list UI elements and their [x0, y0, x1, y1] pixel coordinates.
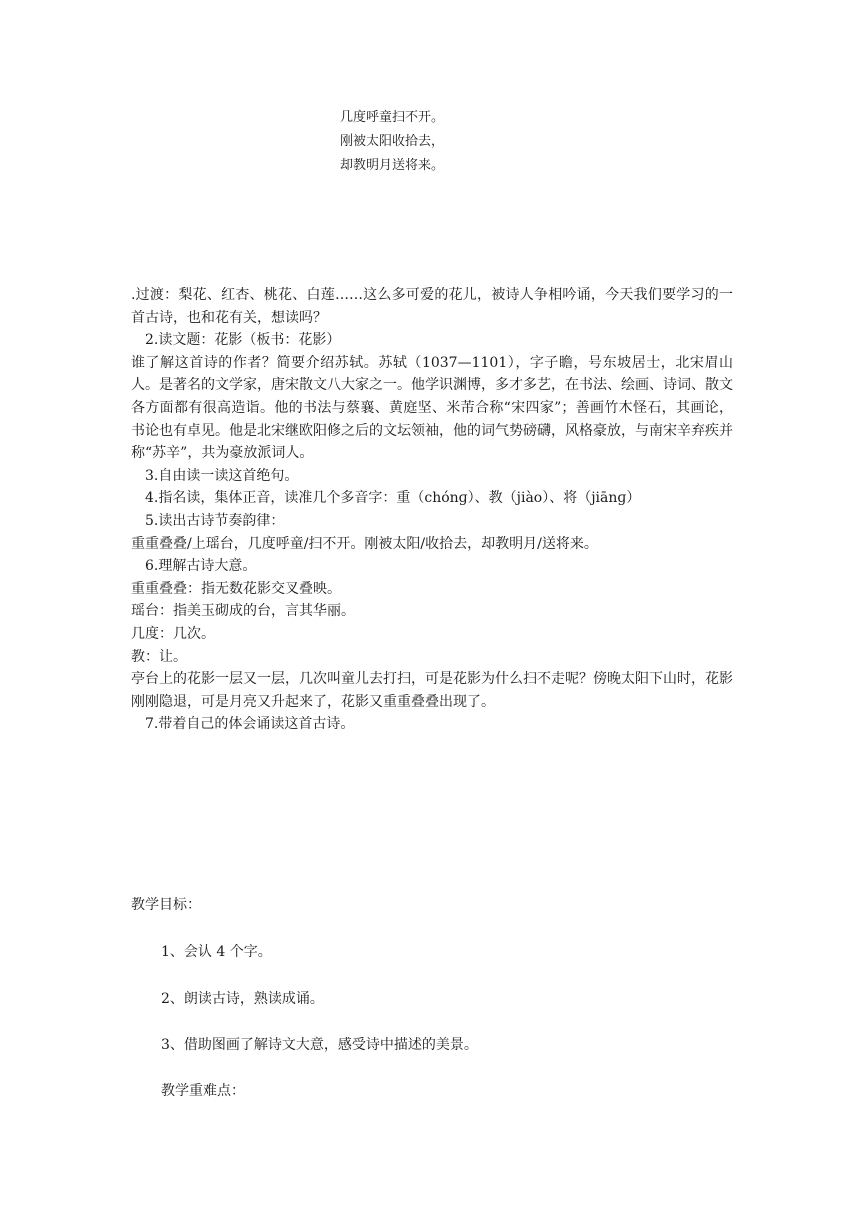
body-paragraph: 重重叠叠/上瑶台，几度呼童/扫不开。刚被太阳/收拾去，却教明月/送将来。	[131, 535, 598, 552]
goal-item: 3、借助图画了解诗文大意，感受诗中描述的美景。	[161, 1037, 478, 1053]
goal-item: 1、会认 4 个字。	[161, 944, 272, 960]
body-paragraph: 5.读出古诗节奏韵律：	[145, 512, 285, 529]
body-paragraph: 重重叠叠：指无数花影交叉叠映。	[131, 580, 341, 597]
body-paragraph: 6.理解古诗大意。	[145, 558, 257, 575]
poem-line: 却教明月送将来。	[340, 158, 445, 173]
body-paragraph: .过渡：梨花、红杏、桃花、白莲……这么多可爱的花儿，被诗人争相吟诵，今天我们要学习的一首古诗，也和花有关，想读吗？	[131, 287, 733, 326]
body-paragraph: 3.自由读一读这首绝句。	[145, 467, 299, 484]
goals-heading: 教学目标：	[131, 897, 201, 913]
body-paragraph: 2.读文题：花影（板书：花影）	[145, 332, 341, 349]
poem-line: 刚被太阳收拾去，	[340, 134, 445, 149]
body-paragraph: 教：让。	[131, 648, 187, 665]
body-paragraph: 亭台上的花影一层又一层，几次叫童儿去打扫，可是花影为什么扫不走呢？傍晚太阳下山时，花影刚刚隐退，可是月亮又升起来了，花影又重重叠叠出现了。	[131, 671, 733, 710]
poem-line: 几度呼童扫不开。	[340, 110, 445, 125]
body-paragraph: 几度：几次。	[131, 625, 215, 642]
body-paragraph: 谁了解这首诗的作者？简要介绍苏轼。苏轼（1037—1101），字子瞻，号东坡居士，北宋眉山人。是著名的文学家，唐宋散文八大家之一。他学识渊博，多才多艺，在书法、绘画、诗词、散文各方面都有很高造诣。他的书法与蔡襄、黄庭坚、米芾合称“宋四家”；善画竹木怪石，其画论，书论也有卓见。他是北宋继欧阳修之后的文坛领袖，他的词气势磅礴，风格豪放，与南宋辛弃疾并称“苏辛”，共为豪放派词人。	[131, 354, 733, 462]
body-paragraph: 4.指名读，集体正音，读准几个多音字：重（chónɡ）、教（jiào）、将（jiānɡ）	[145, 490, 641, 507]
poem-block	[340, 106, 444, 178]
body-paragraph: 瑶台：指美玉砌成的台，言其华丽。	[131, 603, 355, 620]
difficulty-heading: 教学重难点：	[161, 1083, 245, 1099]
body-paragraph: 7.带着自己的体会诵读这首古诗。	[145, 716, 355, 733]
goal-item: 2、朗读古诗，熟读成诵。	[161, 991, 324, 1007]
lesson-body	[131, 284, 733, 736]
